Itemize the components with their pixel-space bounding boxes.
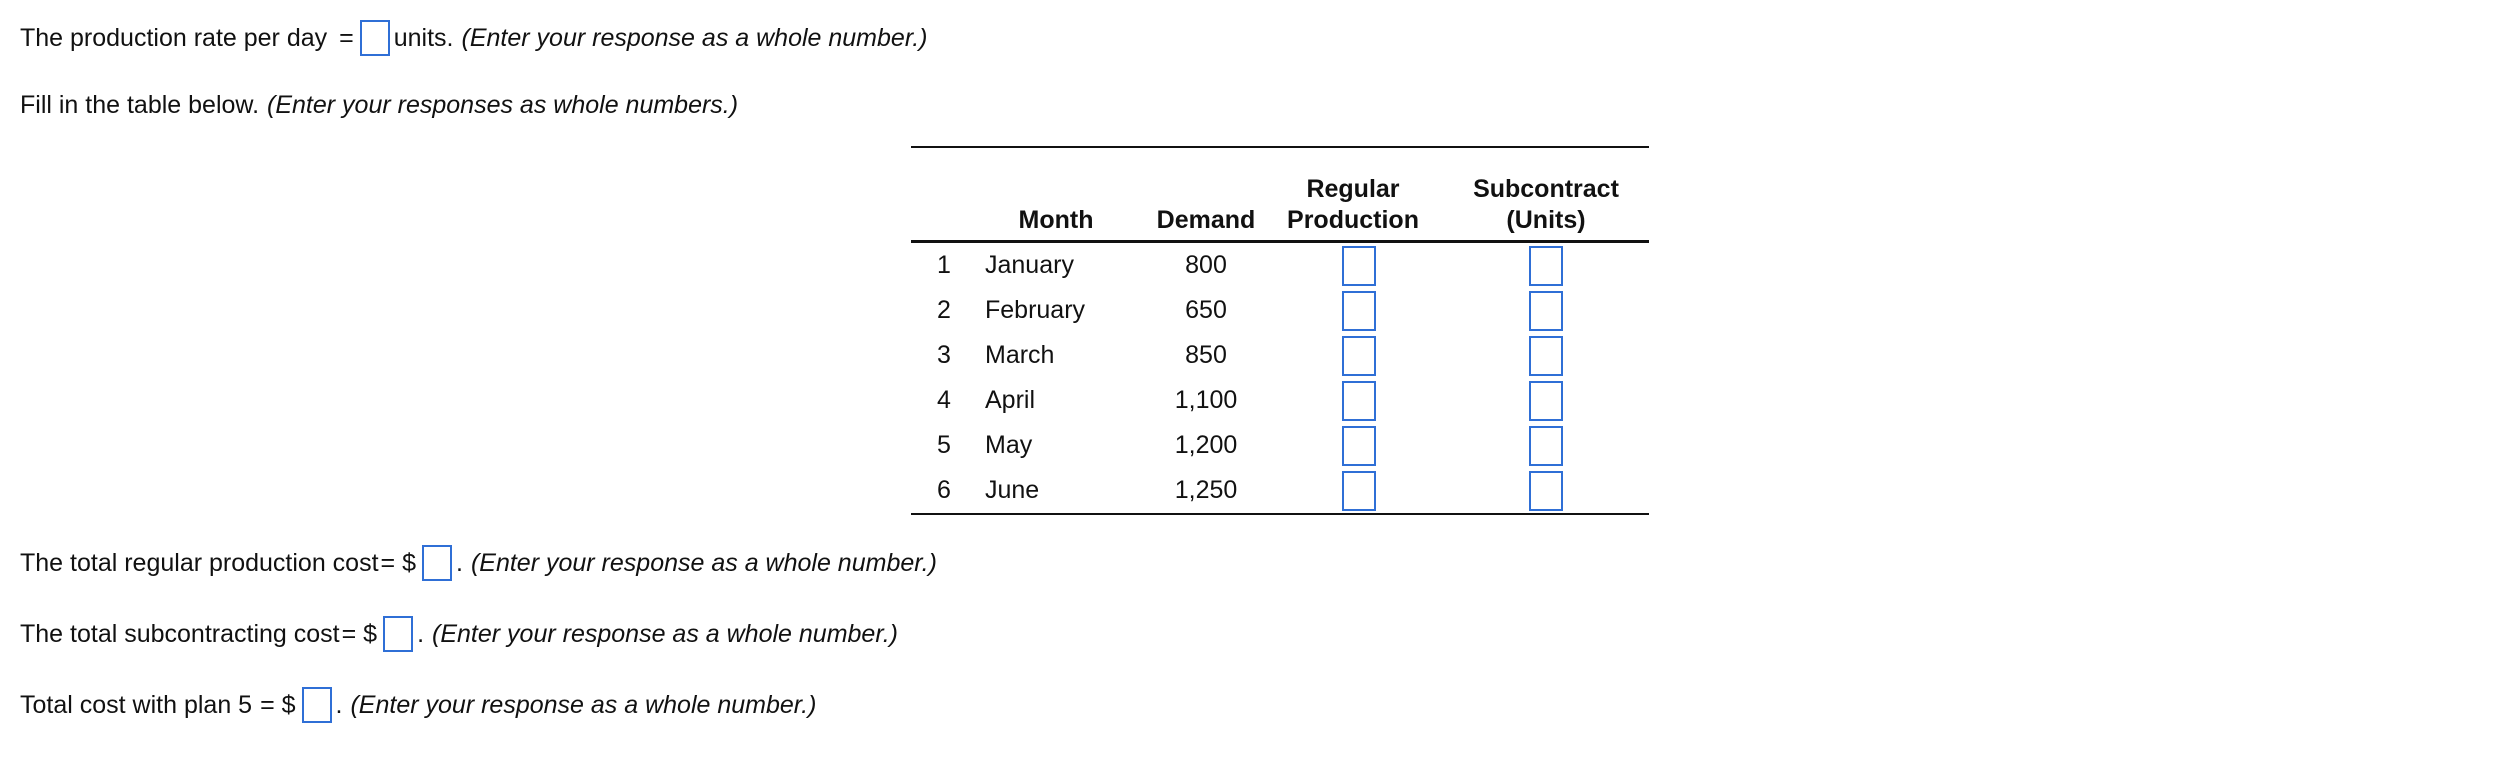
production-rate-label: The production rate per day	[20, 23, 328, 52]
table-row	[911, 468, 1649, 513]
row-number: 4	[937, 386, 951, 414]
row-demand: 1,200	[1174, 431, 1238, 459]
row-number: 5	[937, 431, 951, 459]
row-number: 1	[937, 251, 951, 279]
row-demand: 850	[1185, 341, 1227, 369]
subcontract-units-input[interactable]	[1529, 336, 1563, 376]
total-cost-hint: (Enter your response as a whole number.)	[350, 690, 817, 719]
row-demand: 800	[1185, 251, 1227, 279]
regular-cost-input[interactable]	[422, 545, 452, 581]
row-number: 3	[937, 341, 951, 369]
row-month: May	[985, 431, 1033, 459]
production-rate-line	[20, 18, 927, 58]
regular-production-input[interactable]	[1342, 336, 1376, 376]
subcontract-units-input[interactable]	[1529, 471, 1563, 511]
total-cost-line	[20, 685, 816, 725]
row-month: April	[985, 386, 1036, 414]
production-rate-input[interactable]	[360, 20, 390, 56]
row-number: 6	[937, 476, 951, 504]
table-top-rule	[911, 146, 1649, 148]
row-month: February	[985, 296, 1086, 324]
column-header-demand: Demand	[1156, 206, 1256, 234]
regular-cost-line	[20, 543, 937, 583]
subcontract-header-line1: Subcontract	[1473, 175, 1619, 203]
row-month: March	[985, 341, 1055, 369]
regular-production-input[interactable]	[1342, 291, 1376, 331]
period: .	[335, 690, 343, 719]
regular-production-input[interactable]	[1342, 246, 1376, 286]
equals-dollar: = $	[260, 690, 296, 719]
row-demand: 650	[1185, 296, 1227, 324]
total-cost-label: Total cost with plan 5	[20, 690, 253, 719]
row-number: 2	[937, 296, 951, 324]
subcontract-cost-label: The total subcontracting cost	[20, 619, 340, 648]
regular-header-line1: Regular	[1306, 175, 1400, 203]
period: .	[417, 619, 425, 648]
column-header-regular-production	[1273, 174, 1433, 236]
table-row	[911, 288, 1649, 333]
table-row	[911, 423, 1649, 468]
fill-table-hint: (Enter your responses as whole numbers.)	[267, 90, 739, 119]
row-demand: 1,100	[1174, 386, 1238, 414]
column-header-month: Month	[1018, 206, 1094, 234]
table-row	[911, 333, 1649, 378]
regular-cost-hint: (Enter your response as a whole number.)	[470, 548, 937, 577]
row-month: January	[985, 251, 1074, 279]
column-header-subcontract	[1451, 174, 1641, 236]
units-label: units.	[393, 23, 454, 52]
subcontract-cost-input[interactable]	[383, 616, 413, 652]
regular-production-input[interactable]	[1342, 426, 1376, 466]
regular-header-line2: Production	[1287, 206, 1419, 234]
period: .	[456, 548, 463, 577]
subcontract-units-input[interactable]	[1529, 246, 1563, 286]
row-demand: 1,250	[1174, 476, 1238, 504]
fill-table-text: Fill in the table below.	[20, 90, 260, 119]
production-rate-hint: (Enter your response as a whole number.)	[461, 23, 928, 52]
equals-sign: =	[339, 23, 354, 52]
subcontract-header-line2: (Units)	[1506, 206, 1586, 234]
subcontract-cost-hint: (Enter your response as a whole number.)	[432, 619, 898, 648]
subcontract-cost-line	[20, 614, 898, 654]
regular-production-input[interactable]	[1342, 381, 1376, 421]
regular-cost-label: The total regular production cost	[20, 548, 379, 577]
row-month: June	[985, 476, 1040, 504]
fill-table-instruction	[20, 85, 738, 125]
equals-dollar: = $	[380, 548, 416, 577]
subcontract-units-input[interactable]	[1529, 381, 1563, 421]
subcontract-units-input[interactable]	[1529, 291, 1563, 331]
regular-production-input[interactable]	[1342, 471, 1376, 511]
table-row	[911, 378, 1649, 423]
table-row	[911, 243, 1649, 288]
total-cost-input[interactable]	[302, 687, 332, 723]
table-bottom-rule	[911, 513, 1649, 515]
equals-dollar: = $	[341, 619, 378, 648]
subcontract-units-input[interactable]	[1529, 426, 1563, 466]
